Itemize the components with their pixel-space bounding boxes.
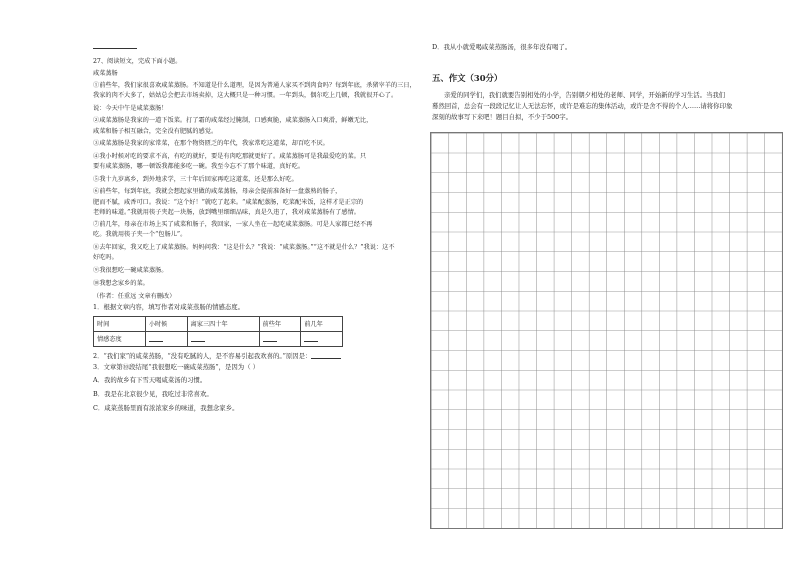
table-header-cell: 时间 bbox=[94, 316, 146, 331]
passage-body bbox=[93, 81, 416, 289]
table-row bbox=[94, 331, 343, 346]
section-title: 五、作文（30分） bbox=[432, 73, 503, 83]
option-a[interactable]: A．我的故乡有下雪天喝咸菜汤的习惯。 bbox=[93, 375, 207, 384]
table-header-cell: 离家三四十年 bbox=[187, 316, 259, 331]
paragraph-line: 肥而不腻，咸香可口。我说：“这个好！”就吃了起来。“咸菜配蒸肠，吃菜配米饭，这样才是正宗的 bbox=[93, 198, 364, 206]
passage-paragraph bbox=[93, 187, 393, 217]
prompt-line: 深刻的故事写下来吧！题目自拟，不少于500字。 bbox=[432, 113, 573, 121]
paragraph-line: 老师的味道。”我就用筷子夹起一块肠，放到嘴里细细品味，真是久违了，我对咸菜蒸肠有了感情。 bbox=[93, 208, 361, 216]
paragraph-line: ①前些年，我们家很喜欢咸菜蒸肠。不知道是什么道理，是因为普通人家买不到肉食吗？每到年底，杀猪宰羊的三日， bbox=[93, 82, 416, 89]
option-d[interactable]: D．我从小就爱喝咸菜蒸肠汤，很多年没有喝了。 bbox=[432, 43, 572, 51]
paragraph-line: ⑥前些年，每到年底，我就会想起家里做的咸菜蒸肠，母亲会提前准备好一盘蒸熟的肠子， bbox=[93, 188, 342, 196]
passage-paragraph bbox=[93, 279, 393, 289]
option-b[interactable]: B．我是在北京很少见，我吃过非常喜欢。 bbox=[93, 389, 213, 398]
passage-paragraph bbox=[93, 139, 393, 149]
essay-prompt bbox=[432, 90, 782, 123]
answer-cell[interactable] bbox=[301, 331, 343, 346]
passage-paragraph bbox=[93, 220, 393, 240]
table-header-cell: 前几年 bbox=[301, 316, 343, 331]
paragraph-line: ④我小时候对吃的要求不高，有吃的就好，要是有肉吃那就更好了。咸菜蒸肠可是我最爱吃的菜。只 bbox=[93, 152, 367, 160]
passage-paragraph bbox=[93, 152, 393, 172]
answer-blank[interactable] bbox=[263, 334, 277, 342]
prompt-line: 亲爱的同学们，我们就要告别相处的小学，告别朝夕相处的老师、同学，开始新的学习生活。当我们 bbox=[444, 91, 726, 99]
paragraph-line: 要有咸菜蒸肠，哪一顿饭我都能多吃一碗。我至今忘不了那个味道，真好吃。 bbox=[93, 163, 305, 171]
sub-question-1: 1．根据文章内容，填写作者对咸菜蒸肠的情感态度。 bbox=[93, 302, 245, 311]
answer-blank[interactable] bbox=[149, 334, 163, 342]
passage-title: 咸菜蒸肠 bbox=[93, 70, 118, 77]
paragraph-line: ⑨我很想吃一碗咸菜蒸肠。 bbox=[93, 266, 168, 274]
passage-paragraph bbox=[93, 81, 416, 101]
paragraph-line: 咸菜和肠子相互融合，完全没有肥腻的感觉。 bbox=[93, 127, 218, 135]
prompt-line: 蓦然回首，总会有一段段记忆让人无法忘怀，或许是难忘的集体活动，或许是舍不得的个人……请将你印象 bbox=[432, 102, 733, 110]
paragraph-line: ⑩我想念家乡的菜。 bbox=[93, 279, 149, 287]
paragraph-line: 说：今天中午是咸菜蒸肠！ bbox=[93, 104, 168, 112]
passage-source: （作者：任重远 文章有删改） bbox=[93, 292, 176, 300]
passage-paragraph bbox=[93, 104, 393, 114]
answer-blank[interactable] bbox=[311, 351, 341, 359]
sub-question-2-text: 2．“我们家”的咸菜蒸肠，“没有吃腻的人，是不容易引起我欢喜的。”原因是： bbox=[93, 351, 312, 360]
passage-paragraph bbox=[93, 116, 393, 136]
paragraph-line: ⑧去年回家，我又吃上了咸菜蒸肠。妈妈问我：“这是什么？”我说：“咸菜蒸肠。”“这不就是什么？”我说：这不 bbox=[93, 244, 395, 252]
paragraph-line: 我家的肉不大多了，姑姑总会把去市场卖掉，这大概只是一种习惯。一年到头，偶尔吃上几顿，我就很开心了。 bbox=[93, 92, 398, 100]
sub-question-3: 3．文章第⑩段结尾“我很想吃一碗咸菜蒸肠”，是因为（ ） bbox=[93, 362, 260, 371]
table-header-cell: 小时候 bbox=[145, 316, 187, 331]
table-row-label: 情感态度 bbox=[94, 331, 146, 346]
paragraph-line: ②咸菜蒸肠是我家的一道下饭菜。打了霜的咸菜经过腌制，口感爽脆，咸菜蒸肠入口爽滑，鲜嫩无比， bbox=[93, 117, 373, 125]
sub-question-2 bbox=[93, 351, 393, 362]
writing-column bbox=[432, 40, 782, 123]
answer-blank[interactable] bbox=[304, 334, 318, 342]
paragraph-line: 好吃吗。 bbox=[93, 254, 118, 262]
question-27-heading: 27、阅读短文，完成下面小题。 bbox=[93, 58, 182, 65]
paragraph-line: ⑦前几年，母亲在市场上买了咸菜和肠子，我回家，一家人坐在一起吃咸菜蒸肠。可是人家都已经不再 bbox=[93, 221, 373, 229]
paragraph-line: 吃。我就用筷子夹一个“包肠儿”。 bbox=[93, 231, 187, 239]
reading-column bbox=[93, 40, 416, 415]
table-row bbox=[94, 316, 343, 331]
answer-blank-line[interactable] bbox=[93, 40, 137, 49]
passage-paragraph bbox=[93, 266, 393, 276]
answer-cell[interactable] bbox=[187, 331, 259, 346]
answer-cell[interactable] bbox=[145, 331, 187, 346]
passage-paragraph bbox=[93, 243, 393, 263]
paragraph-line: ③咸菜蒸肠是我家的家常菜，在那个物资匮乏的年代，我家常吃这道菜，却百吃不厌。 bbox=[93, 140, 329, 148]
paragraph-line: ⑤我十九岁离乡，到外地求学，三十年后回家再吃这道菜，还是那么好吃。 bbox=[93, 175, 298, 183]
answer-blank[interactable] bbox=[191, 334, 205, 342]
answer-cell[interactable] bbox=[259, 331, 301, 346]
essay-writing-grid[interactable] bbox=[430, 132, 783, 529]
passage-paragraph bbox=[93, 175, 393, 185]
table-header-cell: 前些年 bbox=[259, 316, 301, 331]
option-c[interactable]: C．咸菜蒸肠里面有浓浓家乡的味道，我想念家乡。 bbox=[93, 403, 239, 412]
emotion-table bbox=[93, 316, 343, 347]
